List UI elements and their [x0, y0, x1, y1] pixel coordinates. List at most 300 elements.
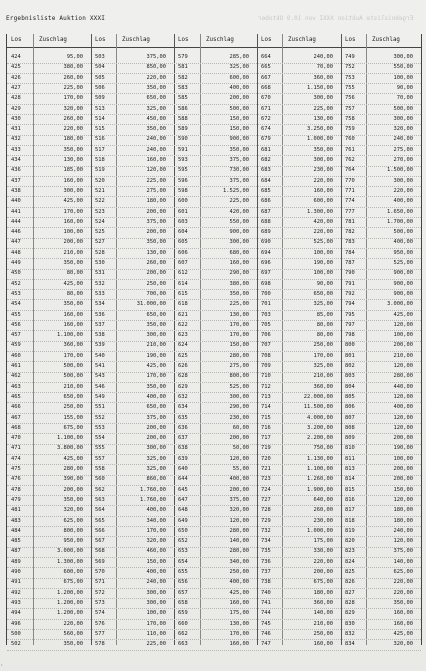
cell-los: 493 [11, 599, 21, 606]
cell-los: 723 [261, 476, 271, 483]
cell-los: 600 [178, 198, 188, 205]
cell-zuschlag: 650,00 [146, 404, 166, 411]
cell-los: 721 [261, 466, 271, 472]
cell-zuschlag: 200,00 [229, 486, 249, 493]
cell-los: 513 [95, 105, 105, 112]
cell-los: 525 [95, 229, 105, 236]
cell-zuschlag: 375,00 [229, 496, 249, 503]
cell-los: 804 [345, 383, 355, 390]
cell-zuschlag: 360,00 [63, 342, 83, 349]
cell-zuschlag: 250,00 [313, 630, 333, 637]
cell-los: 709 [261, 363, 271, 369]
cell-zuschlag: 350,00 [146, 383, 166, 390]
cell-los: 557 [95, 455, 105, 462]
cell-zuschlag: 625,00 [393, 569, 413, 575]
cell-zuschlag: 190,00 [146, 352, 166, 359]
cell-zuschlag: 350,00 [146, 84, 166, 91]
cell-los: 650 [178, 527, 188, 534]
cell-zuschlag: 400,00 [393, 239, 413, 246]
cell-zuschlag: 860,00 [146, 476, 166, 483]
column-divider [33, 34, 34, 645]
cell-los: 456 [11, 321, 21, 328]
cell-los: 612 [178, 270, 188, 277]
cell-zuschlag: 210,00 [63, 383, 83, 390]
cell-zuschlag: 300,00 [313, 157, 333, 163]
cell-zuschlag: 180,00 [393, 517, 413, 524]
cell-los: 815 [345, 486, 355, 493]
header-los: Los [11, 37, 22, 43]
cell-zuschlag: 340,00 [229, 558, 249, 565]
cell-zuschlag: 180,00 [313, 589, 333, 596]
cell-zuschlag: 350,00 [146, 239, 166, 246]
cell-los: 430 [11, 115, 21, 122]
cell-los: 614 [178, 280, 188, 287]
cell-zuschlag: 230,00 [313, 517, 333, 524]
cell-zuschlag: 200,00 [229, 95, 249, 102]
cell-los: 606 [178, 249, 188, 256]
cell-zuschlag: 140,00 [313, 610, 333, 617]
cell-los: 578 [95, 641, 105, 648]
cell-los: 466 [11, 404, 21, 411]
cell-los: 586 [178, 105, 188, 112]
cell-los: 516 [95, 136, 105, 143]
cell-los: 492 [11, 589, 21, 596]
cell-los: 759 [345, 126, 355, 133]
cell-zuschlag: 650,00 [146, 95, 166, 102]
cell-los: 816 [345, 496, 355, 503]
cell-los: 521 [95, 187, 105, 194]
cell-los: 698 [261, 280, 271, 287]
cell-zuschlag: 1.760,00 [140, 486, 166, 493]
cell-los: 663 [178, 641, 188, 648]
cell-los: 771 [345, 187, 355, 194]
cell-zuschlag: 900,00 [229, 136, 249, 143]
cell-zuschlag: 1.650,00 [387, 208, 413, 215]
cell-zuschlag: 1.130,00 [307, 455, 333, 462]
cell-zuschlag: 150,00 [229, 126, 249, 133]
cell-zuschlag: 500,00 [393, 229, 413, 236]
cell-zuschlag: 325,00 [313, 363, 333, 369]
cell-zuschlag: 375,00 [229, 177, 249, 184]
cell-los: 809 [345, 435, 355, 442]
cell-los: 429 [11, 105, 21, 112]
cell-zuschlag: 650,00 [63, 393, 83, 400]
cell-los: 502 [11, 641, 21, 648]
row-separator [7, 650, 421, 651]
cell-los: 425 [11, 64, 21, 71]
cell-zuschlag: 950,00 [63, 538, 83, 545]
cell-zuschlag: 525,00 [393, 260, 413, 266]
cell-zuschlag: 350,00 [146, 126, 166, 133]
cell-los: 589 [178, 126, 188, 133]
cell-zuschlag: 170,00 [229, 321, 249, 328]
cell-los: 487 [11, 548, 21, 555]
header-zuschlag: Zuschlag [206, 37, 234, 43]
cell-zuschlag: 300,00 [229, 239, 249, 246]
cell-los: 534 [95, 301, 105, 308]
cell-zuschlag: 730,00 [229, 167, 249, 174]
cell-los: 732 [261, 527, 271, 534]
bleed-through-text: Ergebnisliste Auktion XXXI von 10.9 Oktober [258, 15, 414, 22]
cell-los: 440 [11, 198, 21, 205]
cell-los: 681 [261, 146, 271, 153]
cell-zuschlag: 425,00 [63, 455, 83, 462]
cell-los: 463 [11, 383, 21, 390]
cell-zuschlag: 260,00 [146, 260, 166, 266]
cell-zuschlag: 130,00 [146, 249, 166, 256]
cell-los: 582 [178, 74, 188, 81]
cell-zuschlag: 375,00 [229, 157, 249, 163]
cell-zuschlag: 280,00 [63, 466, 83, 472]
cell-zuschlag: 280,00 [393, 373, 413, 380]
cell-los: 774 [345, 198, 355, 205]
cell-los: 579 [178, 54, 188, 60]
cell-zuschlag: 155,00 [63, 414, 83, 421]
cell-los: 735 [261, 548, 271, 555]
cell-zuschlag: 110,00 [146, 630, 166, 637]
cell-los: 527 [95, 239, 105, 246]
cell-los: 581 [178, 64, 188, 71]
cell-los: 820 [345, 538, 355, 545]
cell-zuschlag: 425,00 [63, 198, 83, 205]
cell-zuschlag: 3.000,00 [57, 548, 83, 555]
cell-zuschlag: 350,00 [393, 599, 413, 606]
cell-los: 528 [95, 249, 105, 256]
cell-zuschlag: 320,00 [393, 126, 413, 133]
cell-zuschlag: 160,00 [63, 311, 83, 318]
cell-los: 621 [178, 311, 188, 318]
cell-zuschlag: 1.100,00 [57, 435, 83, 442]
cell-zuschlag: 350,00 [63, 496, 83, 503]
cell-zuschlag: 90,00 [396, 84, 413, 91]
cell-zuschlag: 240,00 [393, 527, 413, 534]
cell-zuschlag: 200,00 [393, 476, 413, 483]
cell-los: 830 [345, 620, 355, 627]
cell-los: 531 [95, 270, 105, 277]
cell-los: 461 [11, 363, 21, 369]
cell-los: 551 [95, 404, 105, 411]
cell-zuschlag: 120,00 [229, 455, 249, 462]
cell-los: 753 [345, 74, 355, 81]
cell-los: 798 [345, 332, 355, 339]
cell-zuschlag: 360,00 [313, 599, 333, 606]
cell-zuschlag: 300,00 [146, 599, 166, 606]
cell-los: 595 [178, 167, 188, 174]
table-header [7, 34, 421, 48]
cell-zuschlag: 225,00 [313, 105, 333, 112]
cell-zuschlag: 400,00 [393, 404, 413, 411]
cell-zuschlag: 525,00 [313, 239, 333, 246]
cell-zuschlag: 200,00 [313, 569, 333, 575]
cell-zuschlag: 1.260,00 [307, 476, 333, 483]
cell-zuschlag: 220,00 [313, 177, 333, 184]
cell-los: 724 [261, 486, 271, 493]
cell-los: 679 [261, 136, 271, 143]
cell-zuschlag: 175,00 [229, 610, 249, 617]
cell-zuschlag: 360,00 [313, 383, 333, 390]
cell-zuschlag: 270,00 [393, 157, 413, 163]
cell-zuschlag: 1.000,00 [307, 527, 333, 534]
cell-los: 716 [261, 424, 271, 431]
cell-zuschlag: 1.525,00 [223, 187, 249, 194]
cell-zuschlag: 220,00 [63, 620, 83, 627]
cell-zuschlag: 240,00 [313, 54, 333, 60]
cell-zuschlag: 100,00 [393, 74, 413, 81]
cell-zuschlag: 325,00 [146, 105, 166, 112]
cell-los: 454 [11, 301, 21, 308]
cell-zuschlag: 1.200,00 [57, 610, 83, 617]
cell-zuschlag: 425,00 [146, 363, 166, 369]
cell-los: 719 [261, 445, 271, 452]
cell-los: 629 [178, 383, 188, 390]
cell-zuschlag: 130,00 [229, 311, 249, 318]
cell-zuschlag: 330,00 [313, 548, 333, 555]
cell-los: 647 [178, 496, 188, 503]
cell-zuschlag: 4.000,00 [307, 414, 333, 421]
cell-zuschlag: 22.000,00 [303, 393, 333, 400]
cell-zuschlag: 220,00 [63, 126, 83, 133]
cell-los: 478 [11, 486, 21, 493]
cell-zuschlag: 50,00 [232, 445, 249, 452]
cell-zuschlag: 500,00 [229, 105, 249, 112]
cell-zuschlag: 240,00 [146, 146, 166, 153]
cell-los: 782 [345, 229, 355, 236]
column-divider [116, 34, 117, 645]
cell-los: 434 [11, 157, 21, 163]
cell-los: 818 [345, 517, 355, 524]
cell-los: 571 [95, 579, 105, 586]
cell-zuschlag: 80,00 [316, 332, 333, 339]
cell-zuschlag: 300,00 [146, 332, 166, 339]
cell-zuschlag: 170,00 [313, 352, 333, 359]
cell-los: 476 [11, 476, 21, 483]
cell-los: 736 [261, 558, 271, 565]
cell-los: 749 [345, 54, 355, 60]
cell-zuschlag: 375,00 [393, 548, 413, 555]
cell-los: 588 [178, 115, 188, 122]
cell-zuschlag: 400,00 [146, 507, 166, 514]
cell-los: 755 [345, 84, 355, 91]
cell-zuschlag: 170,00 [63, 352, 83, 359]
cell-los: 427 [11, 84, 21, 91]
cell-los: 515 [95, 126, 105, 133]
cell-zuschlag: 250,00 [63, 404, 83, 411]
cell-zuschlag: 1.150,00 [307, 84, 333, 91]
cell-los: 424 [11, 54, 21, 60]
cell-los: 615 [178, 290, 188, 297]
cell-los: 532 [95, 280, 105, 287]
cell-los: 634 [178, 404, 188, 411]
cell-los: 662 [178, 630, 188, 637]
cell-zuschlag: 240,00 [393, 136, 413, 143]
cell-zuschlag: 300,00 [63, 187, 83, 194]
document-title: Ergebnisliste Auktion XXXI [6, 15, 106, 22]
cell-zuschlag: 285,00 [229, 54, 249, 60]
cell-zuschlag: 11.500,00 [303, 404, 333, 411]
cell-los: 504 [95, 64, 105, 71]
cell-zuschlag: 120,00 [393, 414, 413, 421]
cell-los: 564 [95, 507, 105, 514]
cell-zuschlag: 1.300,00 [307, 208, 333, 215]
cell-zuschlag: 275,00 [146, 187, 166, 194]
cell-los: 591 [178, 146, 188, 153]
cell-zuschlag: 95,00 [66, 54, 83, 60]
cell-zuschlag: 180,00 [146, 198, 166, 205]
cell-zuschlag: 230,00 [313, 167, 333, 174]
cell-los: 824 [345, 558, 355, 565]
cell-zuschlag: 300,00 [146, 589, 166, 596]
cell-los: 707 [261, 342, 271, 349]
cell-zuschlag: 325,00 [229, 64, 249, 71]
cell-zuschlag: 220,00 [313, 229, 333, 236]
cell-los: 834 [345, 641, 355, 648]
cell-los: 706 [261, 332, 271, 339]
cell-zuschlag: 675,00 [313, 579, 333, 586]
cell-zuschlag: 320,00 [393, 641, 413, 648]
cell-los: 690 [261, 239, 271, 246]
header-zuschlag: Zuschlag [122, 37, 150, 43]
cell-los: 664 [261, 54, 271, 60]
header-zuschlag: Zuschlag [288, 37, 316, 43]
cell-zuschlag: 150,00 [146, 558, 166, 565]
group-divider [91, 34, 92, 645]
cell-zuschlag: 1.700,00 [387, 218, 413, 225]
cell-los: 432 [11, 136, 21, 143]
cell-zuschlag: 260,00 [313, 507, 333, 514]
cell-los: 570 [95, 569, 105, 575]
cell-los: 685 [261, 187, 271, 194]
cell-los: 638 [178, 445, 188, 452]
cell-los: 567 [95, 538, 105, 545]
cell-los: 672 [261, 115, 271, 122]
cell-los: 653 [178, 548, 188, 555]
cell-los: 569 [95, 558, 105, 565]
cell-los: 813 [345, 466, 355, 472]
cell-zuschlag: 90,00 [316, 280, 333, 287]
cell-los: 764 [345, 167, 355, 174]
cell-zuschlag: 1.100,00 [57, 332, 83, 339]
cell-los: 576 [95, 620, 105, 627]
cell-zuschlag: 140,00 [229, 538, 249, 545]
cell-los: 470 [11, 435, 21, 442]
cell-los: 791 [345, 280, 355, 287]
cell-zuschlag: 560,00 [63, 630, 83, 637]
cell-zuschlag: 320,00 [229, 507, 249, 514]
cell-los: 603 [178, 218, 188, 225]
cell-los: 623 [178, 332, 188, 339]
cell-zuschlag: 1.000,00 [307, 136, 333, 143]
cell-los: 810 [345, 445, 355, 452]
cell-zuschlag: 350,00 [229, 146, 249, 153]
cell-los: 728 [261, 507, 271, 514]
cell-los: 533 [95, 290, 105, 297]
cell-los: 626 [178, 363, 188, 369]
cell-los: 745 [261, 620, 271, 627]
cell-los: 708 [261, 352, 271, 359]
cell-los: 574 [95, 610, 105, 617]
cell-zuschlag: 100,00 [146, 610, 166, 617]
cell-los: 729 [261, 517, 271, 524]
cell-los: 543 [95, 373, 105, 380]
cell-zuschlag: 500,00 [63, 373, 83, 380]
cell-los: 506 [95, 84, 105, 91]
cell-zuschlag: 250,00 [313, 342, 333, 349]
header-los: Los [345, 37, 356, 43]
column-divider [366, 34, 367, 645]
cell-los: 457 [11, 332, 21, 339]
cell-zuschlag: 200,00 [393, 435, 413, 442]
cell-los: 455 [11, 311, 21, 318]
cell-zuschlag: 225,00 [146, 177, 166, 184]
cell-zuschlag: 100,00 [63, 229, 83, 236]
cell-los: 500 [11, 630, 21, 637]
cell-zuschlag: 190,00 [393, 445, 413, 452]
cell-zuschlag: 220,00 [393, 187, 413, 194]
cell-zuschlag: 100,00 [393, 332, 413, 339]
cell-zuschlag: 260,00 [63, 74, 83, 81]
cell-los: 446 [11, 229, 21, 236]
cell-los: 705 [261, 321, 271, 328]
cell-los: 714 [261, 404, 271, 411]
cell-zuschlag: 225,00 [146, 641, 166, 648]
cell-los: 667 [261, 74, 271, 81]
cell-zuschlag: 375,00 [146, 218, 166, 225]
cell-los: 787 [345, 260, 355, 266]
results-table [6, 34, 422, 648]
cell-los: 761 [345, 146, 355, 153]
cell-los: 682 [261, 157, 271, 163]
cell-los: 757 [345, 105, 355, 112]
cell-zuschlag: 120,00 [393, 496, 413, 503]
cell-los: 607 [178, 260, 188, 266]
cell-zuschlag: 200,00 [146, 229, 166, 236]
cell-zuschlag: 900,00 [393, 270, 413, 277]
cell-los: 684 [261, 177, 271, 184]
cell-zuschlag: 750,00 [313, 445, 333, 452]
cell-los: 447 [11, 239, 21, 246]
cell-los: 475 [11, 466, 21, 472]
cell-zuschlag: 60,00 [232, 424, 249, 431]
cell-los: 509 [95, 95, 105, 102]
cell-zuschlag: 800,00 [229, 373, 249, 380]
cell-zuschlag: 325,00 [146, 466, 166, 472]
cell-los: 665 [261, 64, 271, 71]
cell-los: 438 [11, 187, 21, 194]
cell-los: 817 [345, 507, 355, 514]
cell-los: 645 [178, 486, 188, 493]
cell-los: 807 [345, 414, 355, 421]
cell-zuschlag: 320,00 [63, 105, 83, 112]
cell-zuschlag: 400,00 [146, 393, 166, 400]
cell-los: 604 [178, 229, 188, 236]
cell-zuschlag: 210,00 [313, 620, 333, 627]
cell-los: 449 [11, 260, 21, 266]
cell-los: 746 [261, 630, 271, 637]
cell-zuschlag: 220,00 [146, 74, 166, 81]
cell-los: 453 [11, 290, 21, 297]
cell-los: 747 [261, 641, 271, 648]
cell-zuschlag: 120,00 [393, 538, 413, 545]
cell-zuschlag: 250,00 [229, 569, 249, 575]
cell-los: 825 [345, 569, 355, 575]
cell-zuschlag: 180,00 [393, 507, 413, 514]
cell-zuschlag: 120,00 [229, 517, 249, 524]
cell-los: 448 [11, 249, 21, 256]
cell-zuschlag: 375,00 [146, 54, 166, 60]
cell-los: 805 [345, 393, 355, 400]
cell-los: 489 [11, 558, 21, 565]
cell-los: 560 [95, 476, 105, 483]
